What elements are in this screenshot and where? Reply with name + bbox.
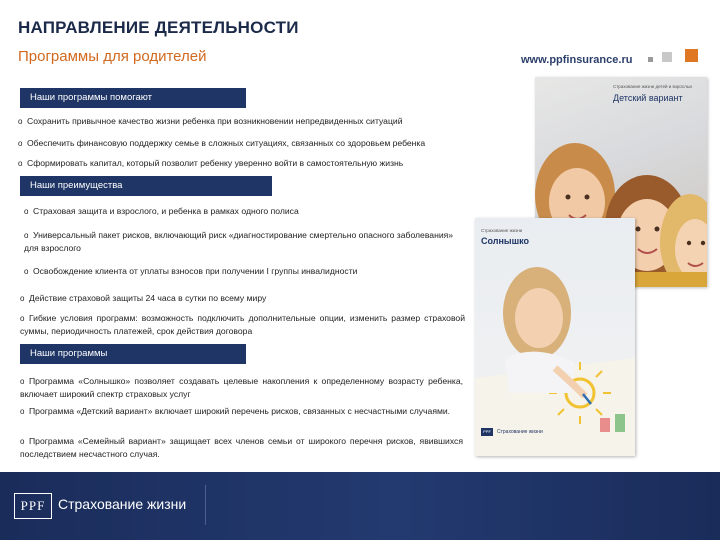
brochure-title: Солнышко (481, 236, 529, 246)
list-item: o Программа «Солнышко» позволяет создавать целевые накопления к определенному возрасту ребенка, включает широкий спектр страховых услуг (20, 376, 463, 399)
section-heading-helps: Наши программы помогают (20, 88, 246, 108)
site-url-link[interactable]: www.ppfinsurance.ru (521, 54, 633, 66)
footer-divider (205, 485, 206, 525)
list-item: o Действие страховой защиты 24 часа в сутки по всему миру (20, 293, 267, 303)
list-item: o Универсальный пакет рисков, включающий риск «диагностирование смертельно опасного заболевания» для взрослого (24, 230, 454, 253)
page-title: НАПРАВЛЕНИЕ ДЕЯТЕЛЬНОСТИ (18, 18, 299, 37)
brochure-small-text: Страхование жизни (481, 228, 523, 233)
list-item: o Гибкие условия программ: возможность подключить дополнительные опции, изменить размер страховой суммы, периодичность платежей, срок действия договора (20, 313, 465, 336)
decor-square-small (648, 57, 653, 62)
footer-company-name: Страхование жизни (58, 496, 187, 512)
brochure-small-text: Страхование жизни детей и взрослых (613, 84, 693, 89)
list-item: o Страховая защита и взрослого, и ребенка в рамках одного полиса (24, 206, 299, 216)
list-item: o Обеспечить финансовую поддержку семье в сложных ситуациях, связанных со здоровьем ребенка (18, 138, 426, 148)
section-heading-advantages: Наши преимущества (20, 176, 272, 196)
list-item: o Освобождение клиента от уплаты взносов при получении I группы инвалидности (24, 266, 358, 276)
list-item: o Программа «Семейный вариант» защищает всех членов семьи от широкого перечня рисков, явившихся последствием несчастного случая. (20, 436, 463, 459)
ppf-logo: PPF (14, 493, 52, 519)
decor-square-large (685, 49, 698, 62)
brochure-title: Детский вариант (613, 93, 683, 103)
ppf-logo-small: PPF (481, 428, 493, 436)
page-subtitle: Программы для родителей (18, 48, 207, 65)
list-item: o Сформировать капитал, который позволит ребенку уверенно войти в самостоятельную жизнь (18, 158, 404, 168)
list-item: o Программа «Детский вариант» включает широкий перечень рисков, связанных с несчастными случаями. (20, 406, 451, 416)
brochure-logo-text: Страхование жизни (497, 429, 543, 435)
decor-square-medium (662, 52, 672, 62)
child-drawing-photo (475, 218, 635, 456)
list-item: o Сохранить привычное качество жизни ребенка при возникновении непредвиденных ситуаций (18, 116, 403, 126)
section-heading-programs: Наши программы (20, 344, 246, 364)
brochure-solnyshko (475, 218, 635, 456)
